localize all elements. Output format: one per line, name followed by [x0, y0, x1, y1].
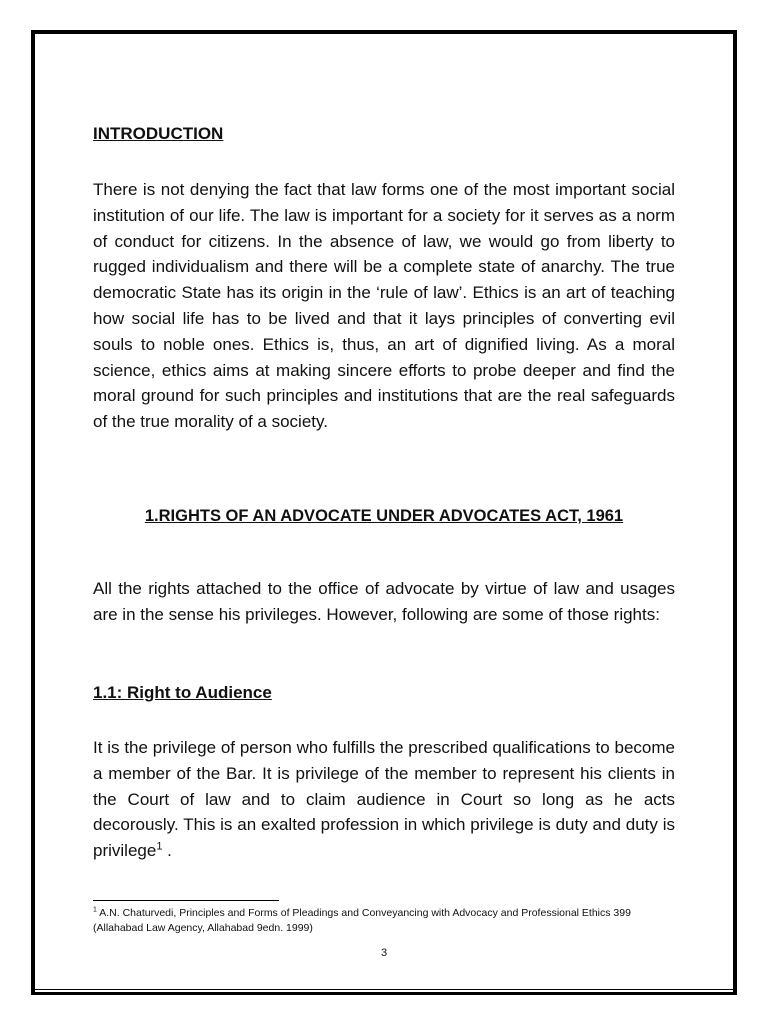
page-border-bottom-inner: [31, 989, 737, 990]
section-1-1-text: It is the privilege of person who fulfills the prescribed qualifications to become a member of the Bar. It is privilege of the member to represent his clients in the Court of law and to claim audience in Court so long as he acts decorously. This is an exalted profession in which privilege is duty and duty is privilege: [93, 738, 675, 861]
section-1-1-heading: 1.1: Right to Audience: [93, 683, 272, 702]
section-1-paragraph: All the rights attached to the office of advocate by virtue of law and usages are in the sense his privileges. However, following are some of those rights:: [93, 579, 675, 624]
footnote-marker: 1: [93, 906, 97, 914]
section-1-1-text-end: .: [162, 841, 172, 861]
section-1-heading: 1.RIGHTS OF AN ADVOCATE UNDER ADVOCATES ACT, 1961: [144, 507, 624, 525]
footnote-reference: 1: [156, 840, 163, 853]
footnote-text: A.N. Chaturvedi, Principles and Forms of Pleadings and Conveyancing with Advocacy and Professional Ethics 399 (Allahabad Law Agency, Allahabad 9edn. 1999): [93, 907, 631, 934]
page-number: 3: [380, 947, 388, 959]
section-1-1-paragraph: [93, 735, 675, 864]
footnote: [93, 906, 675, 936]
introduction-heading: INTRODUCTION: [93, 124, 224, 143]
footnote-separator: [93, 900, 279, 901]
introduction-paragraph: There is not denying the fact that law forms one of the most important social institution of our life. The law is important for a society for it serves as a norm of conduct for citizens. In the absence of law, we would go from liberty to rugged individualism and there will be a complete state of anarchy. The true democratic State has its origin in the ‘rule of law’. Ethics is an art of teaching how social life has to be lived and that it lays principles of converting evil souls to noble ones. Ethics is, thus, an art of dignified living. As a moral science, ethics aims at making sincere efforts to probe deeper and find the moral ground for such principles and institutions that are the real safeguards of the true morality of a society.: [93, 180, 675, 432]
